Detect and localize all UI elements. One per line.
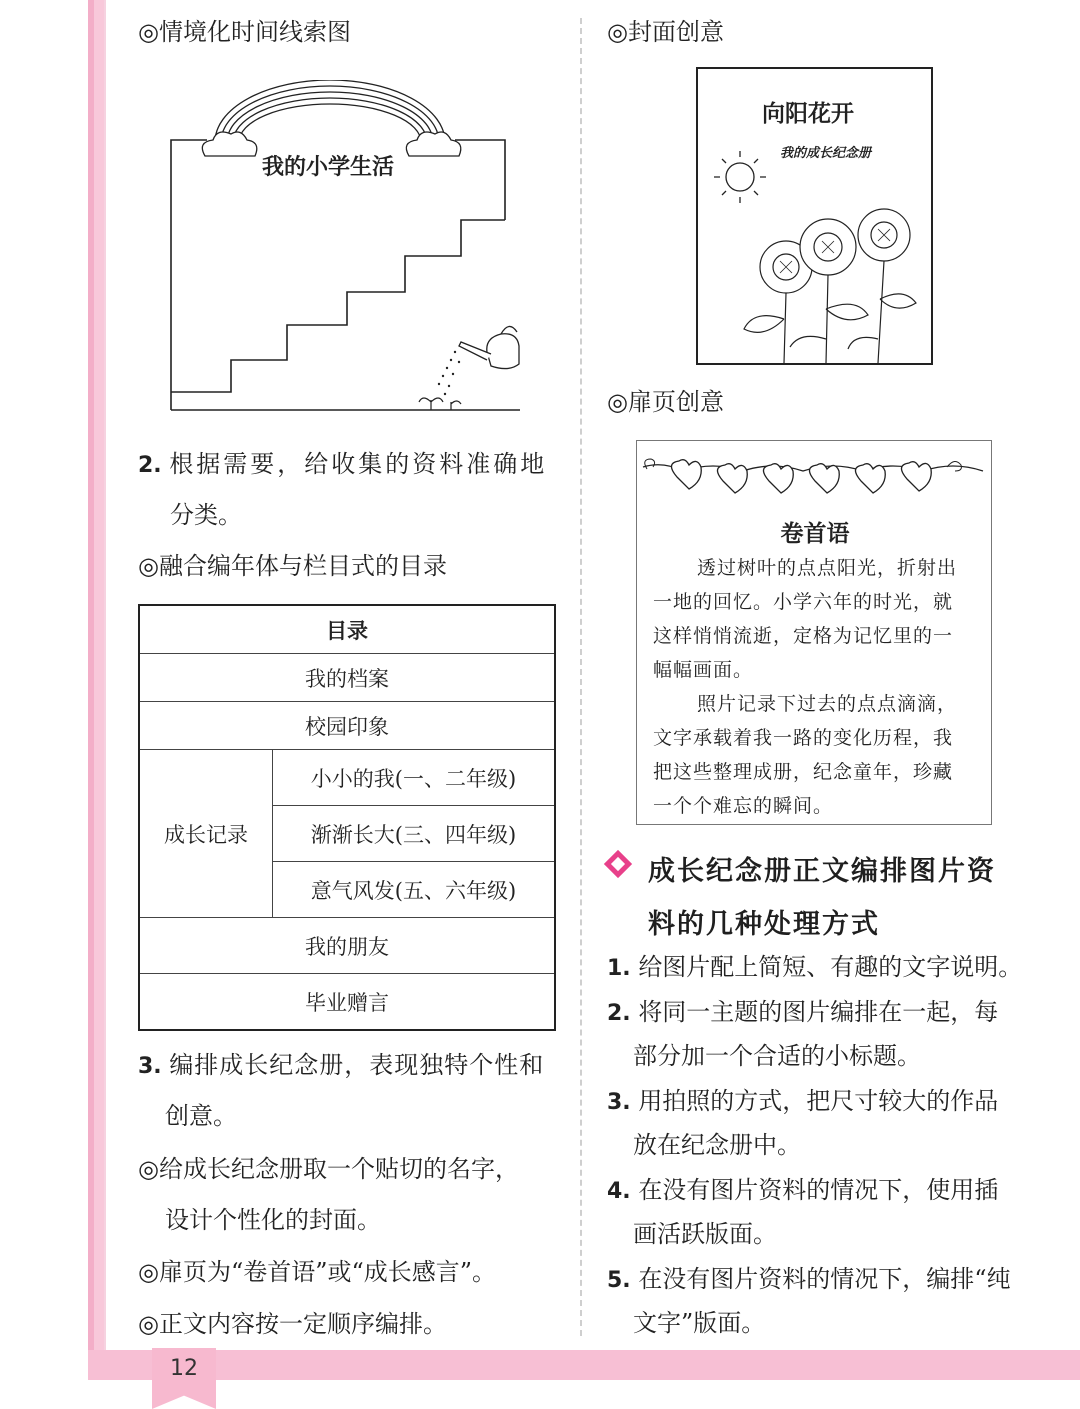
- toc-row-archive: 我的档案: [139, 654, 555, 702]
- toc-table: [138, 604, 556, 1031]
- timeline-illustration: [165, 80, 530, 416]
- flyleaf-line-2: 一地的回忆。小学六年的时光，就: [653, 591, 954, 613]
- bullet-name-cover-line-2: 设计个性化的封面。: [165, 1206, 381, 1234]
- toc-row-friends: 我的朋友: [139, 918, 555, 974]
- list-item: [607, 952, 1022, 984]
- page-number: 12: [170, 1356, 198, 1381]
- bullet-name-cover: ◎给成长纪念册取一个贴切的名字，: [138, 1155, 519, 1183]
- list-item: [607, 1086, 998, 1118]
- flyleaf-line-4: 幅幅画面。: [653, 659, 754, 681]
- flyleaf-line-8: 一个个难忘的瞬间。: [653, 795, 834, 817]
- column-divider: [580, 18, 582, 1336]
- table-row: [139, 918, 555, 974]
- item-2-number: 2.: [138, 453, 162, 478]
- toc-sub-2: 渐渐长大(三、四年级): [273, 806, 556, 862]
- item-3-line-2: 创意。: [165, 1102, 237, 1130]
- flyleaf-line-7: 把这些整理成册，纪念童年，珍藏: [653, 761, 954, 783]
- list-item-text: 在没有图片资料的情况下，使用插: [638, 1176, 999, 1204]
- list-item-text: 将同一主题的图片编排在一起，每: [638, 998, 999, 1026]
- list-item-text: 在没有图片资料的情况下，编排“纯: [638, 1265, 1011, 1293]
- flyleaf-line-3: 这样悄悄流逝，定格为记忆里的一: [653, 625, 954, 647]
- section-heading-line-2: 料的几种处理方式: [648, 909, 880, 940]
- flyleaf-label: ◎扉页创意: [607, 388, 724, 416]
- vine-border: [637, 447, 991, 507]
- toc-label: ◎融合编年体与栏目式的目录: [138, 552, 447, 580]
- toc-sub-1: 小小的我(一、二年级): [273, 750, 556, 806]
- table-row: [139, 750, 555, 806]
- list-item-continuation: 放在纪念册中。: [633, 1131, 801, 1159]
- list-item: [607, 1175, 998, 1207]
- list-item-number: 1.: [607, 956, 631, 981]
- list-item: [607, 997, 998, 1029]
- list-item-continuation: 部分加一个合适的小标题。: [633, 1042, 921, 1070]
- table-row: [139, 974, 555, 1031]
- flyleaf-line-5: 照片记录下过去的点点滴滴，: [697, 693, 958, 715]
- cover-subtitle: 我的成长纪念册: [780, 146, 872, 161]
- list-item: [607, 1264, 1011, 1296]
- flyleaf-line-6: 文字承载着我一路的变化历程，我: [653, 727, 954, 749]
- toc-row-campus: 校园印象: [139, 702, 555, 750]
- list-item-text: 给图片配上简短、有趣的文字说明。: [638, 953, 1023, 981]
- section-heading: 成长纪念册正文编排图片资: [648, 856, 996, 887]
- item-3-text: 编排成长纪念册，表现独特个性和: [169, 1051, 545, 1079]
- item-3-number: 3.: [138, 1054, 162, 1079]
- bullet-body-order: ◎正文内容按一定顺序编排。: [138, 1310, 447, 1338]
- cover-label: ◎封面创意: [607, 18, 724, 46]
- list-item-number: 2.: [607, 1001, 631, 1026]
- flyleaf-illustration: [636, 440, 992, 825]
- item-2-text: 根据需要，给收集的资料准确地: [169, 450, 548, 478]
- table-row: [139, 605, 555, 654]
- table-row: [139, 702, 555, 750]
- cover-title: 向阳花开: [762, 101, 854, 127]
- toc-row-message: 毕业赠言: [139, 974, 555, 1031]
- list-item-continuation: 画活跃版面。: [633, 1220, 777, 1248]
- list-item-number: 4.: [607, 1179, 631, 1204]
- item-3-line-1: [138, 1050, 544, 1082]
- sunflower-illustration: [698, 149, 931, 363]
- cover-illustration: [696, 67, 933, 365]
- table-row: [139, 654, 555, 702]
- list-item-number: 5.: [607, 1268, 631, 1293]
- toc-group-growth: 成长记录: [139, 750, 273, 918]
- toc-header: 目录: [139, 605, 555, 654]
- toc-sub-3: 意气风发(五、六年级): [273, 862, 556, 918]
- flyleaf-line-1: 透过树叶的点点阳光，折射出: [697, 557, 958, 579]
- flyleaf-title: 卷首语: [780, 521, 850, 547]
- timeline-title: 我的小学生活: [262, 155, 395, 180]
- list-item-continuation: 文字”版面。: [633, 1309, 766, 1337]
- timeline-label: ◎情境化时间线索图: [138, 18, 351, 46]
- list-item-number: 3.: [607, 1090, 631, 1115]
- list-item-text: 用拍照的方式，把尺寸较大的作品: [638, 1087, 999, 1115]
- item-2-line-2: 分类。: [170, 501, 242, 529]
- page-bottom-band: [88, 1350, 1080, 1380]
- bullet-flyleaf: ◎扉页为“卷首语”或“成长感言”。: [138, 1258, 497, 1286]
- item-2-line-1: [138, 449, 547, 481]
